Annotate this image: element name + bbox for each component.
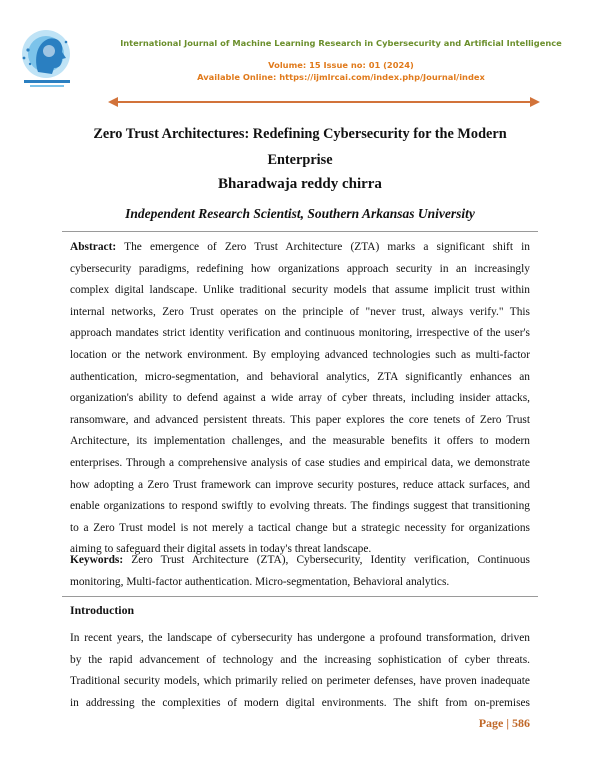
abstract-line: internal networks, Zero Trust operates on the principle of "never trust, always verify." This xyxy=(70,305,530,318)
abstract-line: how adopting a Zero Trust framework can improve security postures, reduce attack surfaces, and xyxy=(70,478,530,491)
introduction-line: Traditional security models, which primarily relied on perimeter defenses, have proven inadequate xyxy=(70,675,530,688)
paper-title-line: Zero Trust Architectures: Redefining Cybersecurity for the Modern xyxy=(93,126,507,142)
introduction-line: In recent years, the landscape of cybersecurity has undergone a profound transformation, driven xyxy=(70,632,530,644)
paper-title-line: Enterprise xyxy=(267,152,333,168)
keywords-line: Keywords: Zero Trust Architecture (ZTA), Cybersecurity, Identity verification, Continuous xyxy=(70,554,530,566)
arrow-left-icon xyxy=(108,97,118,107)
header-divider xyxy=(108,96,540,108)
abstract-line: enable organizations to respond swiftly to evolving threats. The findings suggest that transitioning xyxy=(70,500,530,513)
abstract-line: enterprises. Through a comprehensive analysis of case studies and empirical data, we demonstrate xyxy=(70,456,530,469)
abstract-line: location or the network environment. By employing advanced technologies such as multi-factor xyxy=(70,348,530,361)
abstract-line: to a Zero Trust model is not merely a tactical change but a strategic necessity for organizations xyxy=(70,521,530,534)
paper-title xyxy=(60,121,540,173)
journal-title: International Journal of Machine Learning Research in Cybersecurity and Artificial Intelligence xyxy=(120,38,562,48)
introduction-body xyxy=(70,628,530,714)
keywords xyxy=(70,550,530,593)
arrow-right-icon xyxy=(530,97,540,107)
abstract-line: Abstract: The emergence of Zero Trust Architecture (ZTA) marks a significant shift in xyxy=(70,241,530,253)
section-divider xyxy=(62,231,538,232)
abstract-line: authentication, micro-segmentation, and behavioral analytics, ZTA significantly enhances an xyxy=(70,370,530,383)
abstract-label: Abstract: xyxy=(70,241,117,253)
abstract xyxy=(70,237,530,561)
abstract-line: Architecture, its implementation challenges, and the measurable benefits it offers to modern xyxy=(70,435,530,448)
abstract-line: ransomware, and advanced persistent threats. This paper explores the core tenets of Zero Trust xyxy=(70,413,530,426)
introduction-heading: Introduction xyxy=(70,603,135,617)
introduction-line: by the rapid advancement of technology and the increasing sophistication of cyber threats. xyxy=(70,653,530,666)
paper-author: Bharadwaja reddy chirra xyxy=(218,176,382,192)
abstract-line: aiming to safeguard their digital assets in today's threat landscape. xyxy=(70,543,372,556)
abstract-line: organization's ability to defend against a wide array of cyber threats, including insider attacks, xyxy=(70,392,530,405)
introduction-line: in addressing the complexities of modern digital environments. The shift from on-premises xyxy=(70,696,530,709)
abstract-line: approach mandates strict identity verification and continuous monitoring, irrespective of the user's xyxy=(70,327,530,340)
paper-affiliation: Independent Research Scientist, Southern Arkansas University xyxy=(125,206,475,221)
page-number: Page | 586 xyxy=(478,716,530,730)
journal-logo-head-icon xyxy=(16,22,80,90)
keywords-label: Keywords: xyxy=(70,554,124,566)
journal-logo xyxy=(16,22,80,90)
abstract-line: cybersecurity paradigms, redefining how organizations approach security in an increasingly xyxy=(70,262,530,275)
abstract-line: complex digital landscape. Unlike traditional security models that assume implicit trust within xyxy=(70,284,530,297)
journal-volume: Volume: 15 Issue no: 01 (2024) xyxy=(268,60,414,70)
keywords-line: monitoring, Multi-factor authentication. Micro-segmentation, Behavioral analytics. xyxy=(70,575,450,588)
journal-availability: Available Online: https://ijmlrcai.com/index.php/Journal/index xyxy=(197,72,485,82)
section-divider xyxy=(62,596,538,597)
